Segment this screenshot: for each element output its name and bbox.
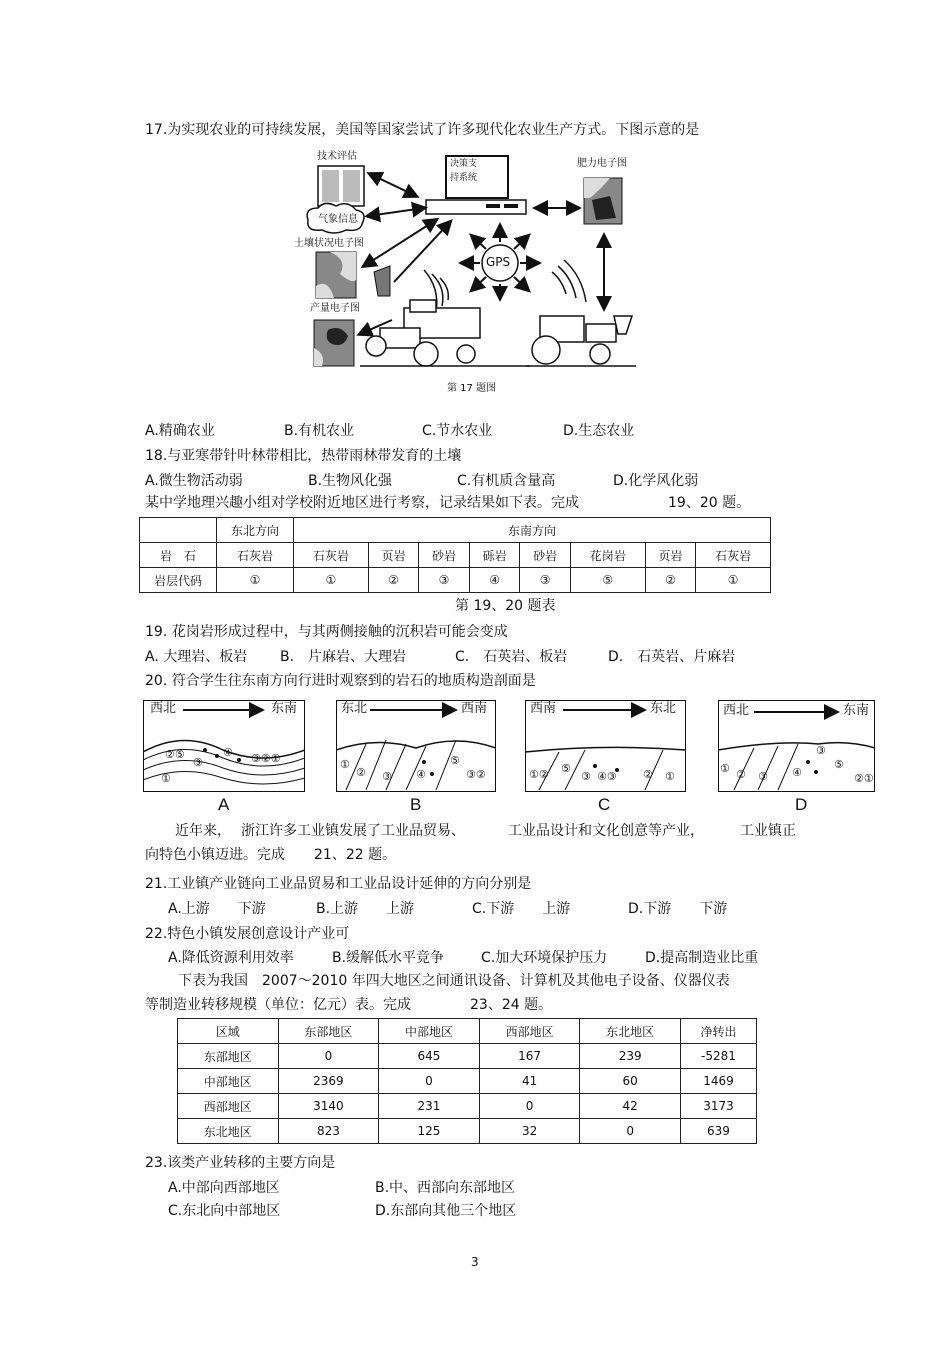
code-cell: ③ bbox=[419, 568, 470, 593]
svg-text:①: ① bbox=[161, 772, 171, 785]
q17-option-b: B.有机农业 bbox=[284, 423, 355, 439]
q21-option-b: B.上游 上游 bbox=[316, 901, 415, 917]
rock-cell: 页岩 bbox=[368, 543, 419, 568]
rock-cell: 花岗岩 bbox=[570, 543, 645, 568]
table-row bbox=[178, 1119, 757, 1144]
table-cell: 639 bbox=[680, 1119, 756, 1144]
rock-cell: 砾岩 bbox=[469, 543, 520, 568]
q22-option-b: B.缓解低水平竞争 bbox=[332, 950, 445, 966]
table-cell: 231 bbox=[379, 1094, 480, 1119]
code-cell: ⑤ bbox=[570, 568, 645, 593]
svg-text:②①: ②① bbox=[854, 772, 874, 785]
svg-text:②: ② bbox=[736, 768, 746, 781]
rock-table-caption: 第 19、20 题表 bbox=[455, 598, 556, 614]
table-cell: 0 bbox=[278, 1044, 379, 1069]
svg-text:③: ③ bbox=[193, 756, 203, 769]
panel-a-to: 东南 bbox=[271, 701, 298, 716]
svg-text:③②①: ③②① bbox=[251, 752, 281, 765]
header-cell: 净转出 bbox=[680, 1019, 756, 1044]
table-cell: 239 bbox=[580, 1044, 681, 1069]
q23-option-b: B.中、西部向东部地区 bbox=[375, 1180, 516, 1196]
q22-option-c: C.加大环境保护压力 bbox=[481, 950, 608, 966]
header-cell: 西部地区 bbox=[479, 1019, 580, 1044]
q22-option-a: A.降低资源利用效率 bbox=[168, 950, 294, 966]
panel-b-from: 东北 bbox=[341, 701, 368, 716]
code-cell: ① bbox=[294, 568, 369, 593]
svg-text:③②: ③② bbox=[466, 768, 486, 781]
panel-d-from: 西北 bbox=[723, 703, 750, 718]
q22-stem: 22.特色小镇发展创意设计产业可 bbox=[145, 926, 350, 942]
table-cell: 125 bbox=[379, 1119, 480, 1144]
table-row bbox=[178, 1069, 757, 1094]
table-cell: 东北地区 bbox=[178, 1119, 279, 1144]
code-cell: ② bbox=[368, 568, 419, 593]
svg-text:③: ③ bbox=[816, 744, 826, 757]
table-cell: 0 bbox=[479, 1094, 580, 1119]
table-cell: 2369 bbox=[278, 1069, 379, 1094]
table-cell: 东部地区 bbox=[178, 1044, 279, 1069]
code-cell: ① bbox=[217, 568, 294, 593]
svg-text:④③: ④③ bbox=[597, 770, 617, 783]
rock-cell: 砂岩 bbox=[419, 543, 470, 568]
q18-option-d: D.化学风化弱 bbox=[613, 473, 699, 489]
q19-option-a: A. 大理岩、板岩 bbox=[145, 649, 248, 665]
intro-21-22-c: 工业品设计和文化创意等产业， bbox=[508, 823, 704, 839]
svg-text:③: ③ bbox=[382, 770, 392, 783]
svg-text:②⑤: ②⑤ bbox=[165, 748, 185, 761]
table-cell: 42 bbox=[580, 1094, 681, 1119]
panel-c-from: 西南 bbox=[530, 701, 557, 716]
q22-option-d: D.提高制造业比重 bbox=[645, 950, 759, 966]
svg-text:⑤: ⑤ bbox=[834, 758, 844, 771]
rock-cell: 砂岩 bbox=[520, 543, 571, 568]
q17-option-c: C.节水农业 bbox=[422, 423, 493, 439]
intro-21-22-b: 浙江许多工业镇发展了工业品贸易、 bbox=[241, 823, 465, 839]
panel-b-letter: B bbox=[410, 795, 422, 814]
panel-d-letter: D bbox=[795, 795, 808, 814]
svg-text:①: ① bbox=[665, 770, 675, 783]
intro-19-20: 某中学地理兴趣小组对学校附近地区进行考察，记录结果如下表。完成 bbox=[145, 495, 579, 511]
table-cell: 3140 bbox=[278, 1094, 379, 1119]
header-cell: 东北地区 bbox=[580, 1019, 681, 1044]
intro-21-22-ref: 21、22 题。 bbox=[314, 847, 397, 863]
svg-text:②: ② bbox=[356, 766, 366, 779]
q19-stem: 19. 花岗岩形成过程中，与其两侧接触的沉积岩可能会变成 bbox=[145, 624, 508, 640]
table-cell: 0 bbox=[580, 1119, 681, 1144]
intro-23-24-ref: 23、24 题。 bbox=[470, 997, 553, 1013]
q21-stem: 21.工业镇产业链向工业品贸易和工业品设计延伸的方向分别是 bbox=[145, 876, 532, 892]
panel-b-to: 西南 bbox=[461, 701, 488, 716]
panel-a-from: 西北 bbox=[150, 701, 177, 716]
intro-21-22-d: 工业镇正 bbox=[740, 823, 796, 839]
panel-a-letter: A bbox=[218, 795, 230, 814]
svg-text:①: ① bbox=[340, 758, 350, 771]
q18-option-a: A.微生物活动弱 bbox=[145, 473, 243, 489]
q23-option-c: C.东北向中部地区 bbox=[168, 1203, 281, 1219]
q18-stem: 18.与亚寒带针叶林带相比，热带雨林带发育的土壤 bbox=[145, 448, 462, 464]
header-cell: 东部地区 bbox=[278, 1019, 379, 1044]
row-code-label: 岩层代码 bbox=[140, 568, 217, 593]
q19-option-b: B. 片麻岩、大理岩 bbox=[280, 649, 407, 665]
weather-label: 气象信息 bbox=[318, 214, 358, 225]
intro-23-24-line1: 下表为我国 2007～2010 年四大地区之间通讯设备、计算机及其他电子设备、仪器仪表 bbox=[178, 973, 730, 989]
code-cell: ① bbox=[696, 568, 771, 593]
table-header-row bbox=[178, 1019, 757, 1044]
tech-eval-label: 技术评估 bbox=[317, 151, 357, 162]
row-rock-label: 岩 石 bbox=[140, 543, 217, 568]
svg-text:②: ② bbox=[643, 768, 653, 781]
q19-option-d: D. 石英岩、片麻岩 bbox=[608, 649, 736, 665]
intro-21-22-a: 近年来， bbox=[175, 823, 231, 839]
svg-text:③: ③ bbox=[581, 770, 591, 783]
q21-option-c: C.下游 上游 bbox=[472, 901, 571, 917]
svg-text:④: ④ bbox=[223, 746, 233, 759]
rock-cell: 石灰岩 bbox=[217, 543, 294, 568]
table-cell: 41 bbox=[479, 1069, 580, 1094]
table-cell: 823 bbox=[278, 1119, 379, 1144]
svg-text:①: ① bbox=[720, 762, 730, 775]
q18-option-c: C.有机质含量高 bbox=[457, 473, 556, 489]
intro-21-22-line2: 向特色小镇迈进。完成 bbox=[145, 847, 285, 863]
intro-23-24-line2: 等制造业转移规模（单位：亿元）表。完成 bbox=[145, 997, 411, 1013]
soil-map-icon bbox=[316, 252, 356, 298]
table-cell: 中部地区 bbox=[178, 1069, 279, 1094]
code-cell: ② bbox=[645, 568, 696, 593]
q17-caption: 第 17 题图 bbox=[447, 383, 497, 394]
rock-table bbox=[139, 517, 771, 593]
table-cell: 60 bbox=[580, 1069, 681, 1094]
svg-text:④: ④ bbox=[416, 768, 426, 781]
tractor-icon bbox=[526, 316, 636, 366]
q18-option-b: B.生物风化强 bbox=[308, 473, 393, 489]
sensor-icon bbox=[374, 266, 390, 296]
panel-c-to: 东北 bbox=[650, 701, 677, 716]
fertility-map-label: 肥力电子图 bbox=[577, 158, 627, 169]
table-cell: 1469 bbox=[680, 1069, 756, 1094]
table-cell: 西部地区 bbox=[178, 1094, 279, 1119]
svg-text:⑤: ⑤ bbox=[561, 762, 571, 775]
rock-cell: 石灰岩 bbox=[294, 543, 369, 568]
table-cell: 0 bbox=[379, 1069, 480, 1094]
decision-label-1: 决策支 bbox=[450, 159, 478, 169]
header-se: 东南方向 bbox=[294, 518, 771, 543]
q21-option-a: A.上游 下游 bbox=[168, 901, 266, 917]
header-ne: 东北方向 bbox=[217, 518, 294, 543]
gps-label: GPS bbox=[486, 255, 511, 269]
code-cell: ④ bbox=[469, 568, 520, 593]
code-cell: ③ bbox=[520, 568, 571, 593]
panel-c-letter: C bbox=[598, 795, 611, 814]
q23-stem: 23.该类产业转移的主要方向是 bbox=[145, 1155, 336, 1171]
q17-stem: 17.为实现农业的可持续发展，美国等国家尝试了许多现代化农业生产方式。下图示意的是 bbox=[145, 122, 700, 138]
book-icon bbox=[318, 166, 364, 206]
q19-option-c: C. 石英岩、板岩 bbox=[455, 649, 568, 665]
table-cell: 645 bbox=[379, 1044, 480, 1069]
table-cell: 167 bbox=[479, 1044, 580, 1069]
page-number: 3 bbox=[471, 1255, 479, 1269]
table-row bbox=[178, 1044, 757, 1069]
panel-d-to: 东南 bbox=[843, 703, 870, 718]
yield-map-icon bbox=[314, 320, 354, 366]
q17-option-a: A.精确农业 bbox=[145, 423, 215, 439]
header-cell: 中部地区 bbox=[379, 1019, 480, 1044]
yield-map-label: 产量电子图 bbox=[310, 303, 360, 314]
table-cell: -5281 bbox=[680, 1044, 756, 1069]
soil-map-label: 土壤状况电子图 bbox=[294, 238, 364, 249]
intro-19-20-ref: 19、20 题。 bbox=[668, 495, 751, 511]
table-cell: 32 bbox=[479, 1119, 580, 1144]
q23-option-a: A.中部向西部地区 bbox=[168, 1180, 280, 1196]
svg-text:①②: ①② bbox=[529, 768, 549, 781]
svg-text:④: ④ bbox=[792, 766, 802, 779]
svg-text:⑤: ⑤ bbox=[450, 754, 460, 767]
q20-stem: 20. 符合学生往东南方向行进时观察到的岩石的地质构造剖面是 bbox=[145, 673, 536, 689]
decision-label-2: 持系统 bbox=[450, 173, 478, 183]
q17-option-d: D.生态农业 bbox=[563, 423, 635, 439]
fertility-map-icon bbox=[584, 178, 622, 224]
svg-text:③: ③ bbox=[758, 770, 768, 783]
transfer-table bbox=[177, 1018, 757, 1144]
harvester-icon bbox=[360, 300, 530, 366]
header-cell: 区域 bbox=[178, 1019, 279, 1044]
q21-option-d: D.下游 下游 bbox=[628, 901, 728, 917]
table-row bbox=[178, 1094, 757, 1119]
q23-option-d: D.东部向其他三个地区 bbox=[375, 1203, 517, 1219]
rock-cell: 页岩 bbox=[645, 543, 696, 568]
rock-cell: 石灰岩 bbox=[696, 543, 771, 568]
table-cell: 3173 bbox=[680, 1094, 756, 1119]
